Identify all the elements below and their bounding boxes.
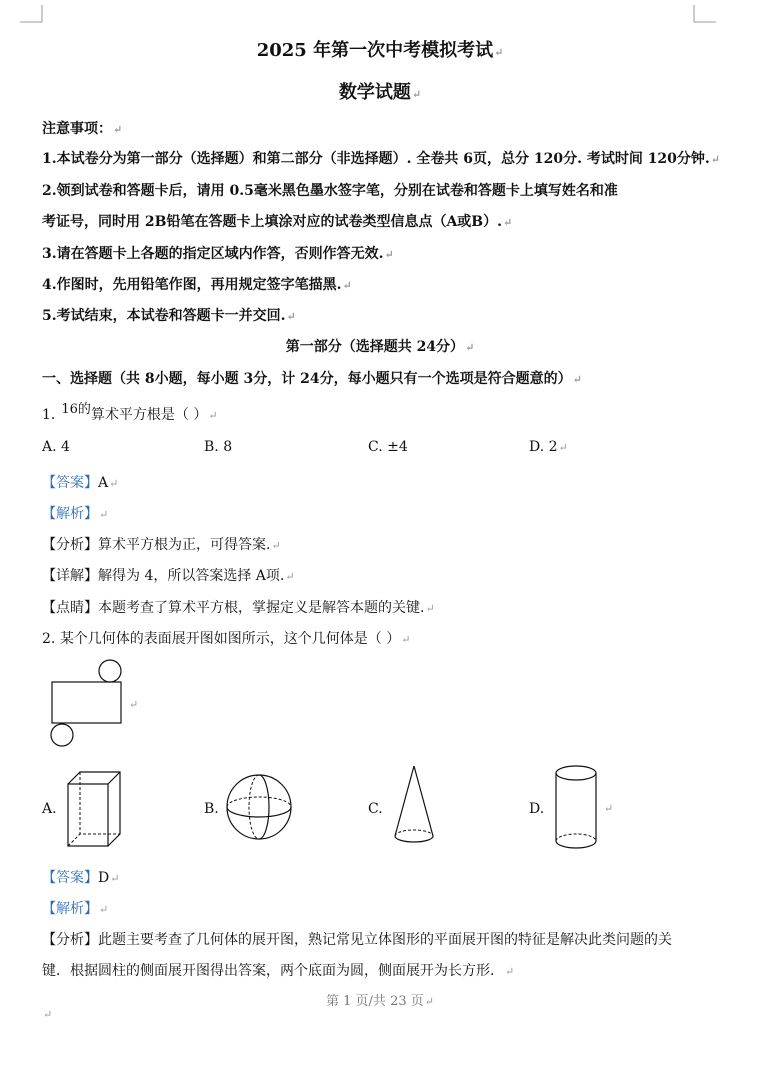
page-footer: 第 1 页/共 23 页↵ xyxy=(326,994,434,1009)
cylinder-icon xyxy=(554,764,604,852)
notice-item-3: 3.请在答题卡上各题的指定区域内作答，否则作答无效.↵ xyxy=(42,246,394,262)
q1-xiangjie: 【详解】解得为 4，所以答案选择 A项.↵ xyxy=(42,568,295,584)
q2-answer: 【答案】D↵ xyxy=(42,870,120,886)
cuboid-icon xyxy=(66,770,126,850)
q1-fenxi: 【分析】算术平方根为正，可得答案.↵ xyxy=(42,537,281,553)
exam-subtitle: 数学试题↵ xyxy=(338,82,422,103)
part1-heading: 第一部分（选择题共 24分）↵ xyxy=(285,339,475,355)
q1-analysis-tag: 【解析】↵ xyxy=(42,506,109,522)
q1-stem: 1. 16的算术平方根是（ ）↵ xyxy=(42,402,218,423)
q1-dianjing: 【点睛】本题考查了算术平方根，掌握定义是解答本题的关键.↵ xyxy=(42,600,435,616)
q2-stem: 2. 某个几何体的表面展开图如图所示，这个几何体是（ ）↵ xyxy=(42,631,411,647)
q1-option-c: C. ±4 xyxy=(368,439,408,455)
q2-option-b: B. xyxy=(204,801,219,817)
net-bottom-circle xyxy=(51,724,73,746)
q2-option-a: A. xyxy=(42,801,57,817)
section-heading: 一、选择题（共 8小题，每小题 3分，计 24分，每小题只有一个选项是符合题意的）↵ xyxy=(42,371,582,387)
q2-option-d: D. xyxy=(529,801,545,817)
q1-option-d: D. 2↵ xyxy=(529,439,568,455)
crop-mark-top-left xyxy=(0,0,60,30)
notice-heading: 注意事项：↵ xyxy=(42,121,123,137)
notice-item-1: 1.本试卷分为第一部分（选择题）和第二部分（非选择题）. 全卷共 6页，总分 120分. 考试时间 120分钟.↵ xyxy=(42,151,721,167)
notice-item-2: 2.领到试卷和答题卡后，请用 0.5毫米黑色墨水签字笔，分别在试卷和答题卡上填写姓名和准 xyxy=(42,183,618,199)
sphere-icon xyxy=(226,774,296,840)
final-para-mark: ↵ xyxy=(43,1008,53,1021)
q2-fenxi: 【分析】此题主要考查了几何体的展开图，熟记常见立体图形的平面展开图的特征是解决此类问题的关 xyxy=(42,932,672,948)
net-rectangle xyxy=(52,682,121,723)
q2-fenxi-cont: 键．根据圆柱的侧面展开图得出答案，两个底面为圆，侧面展开为长方形．↵ xyxy=(42,963,515,979)
notice-item-4: 4.作图时，先用铅笔作图，再用规定签字笔描黑.↵ xyxy=(42,277,352,293)
crop-mark-top-right xyxy=(680,0,740,30)
q2-option-c: C. xyxy=(368,801,383,817)
cone-icon xyxy=(393,764,437,848)
q1-option-a: A. 4 xyxy=(42,439,70,455)
net-top-circle xyxy=(99,660,121,682)
figure-para-mark: ↵ xyxy=(129,698,139,711)
options-para-mark: ↵ xyxy=(604,802,614,815)
q1-option-b: B. 8 xyxy=(204,439,233,455)
notice-item-2-cont: 考证号，同时用 2B铅笔在答题卡上填涂对应的试卷类型信息点（A或B）.↵ xyxy=(42,214,513,230)
q2-analysis-tag: 【解析】↵ xyxy=(42,901,109,917)
notice-item-5: 5.考试结束，本试卷和答题卡一并交回.↵ xyxy=(42,308,296,324)
q1-answer: 【答案】A↵ xyxy=(42,475,119,491)
exam-title: 2025 年第一次中考模拟考试↵ xyxy=(256,40,504,61)
